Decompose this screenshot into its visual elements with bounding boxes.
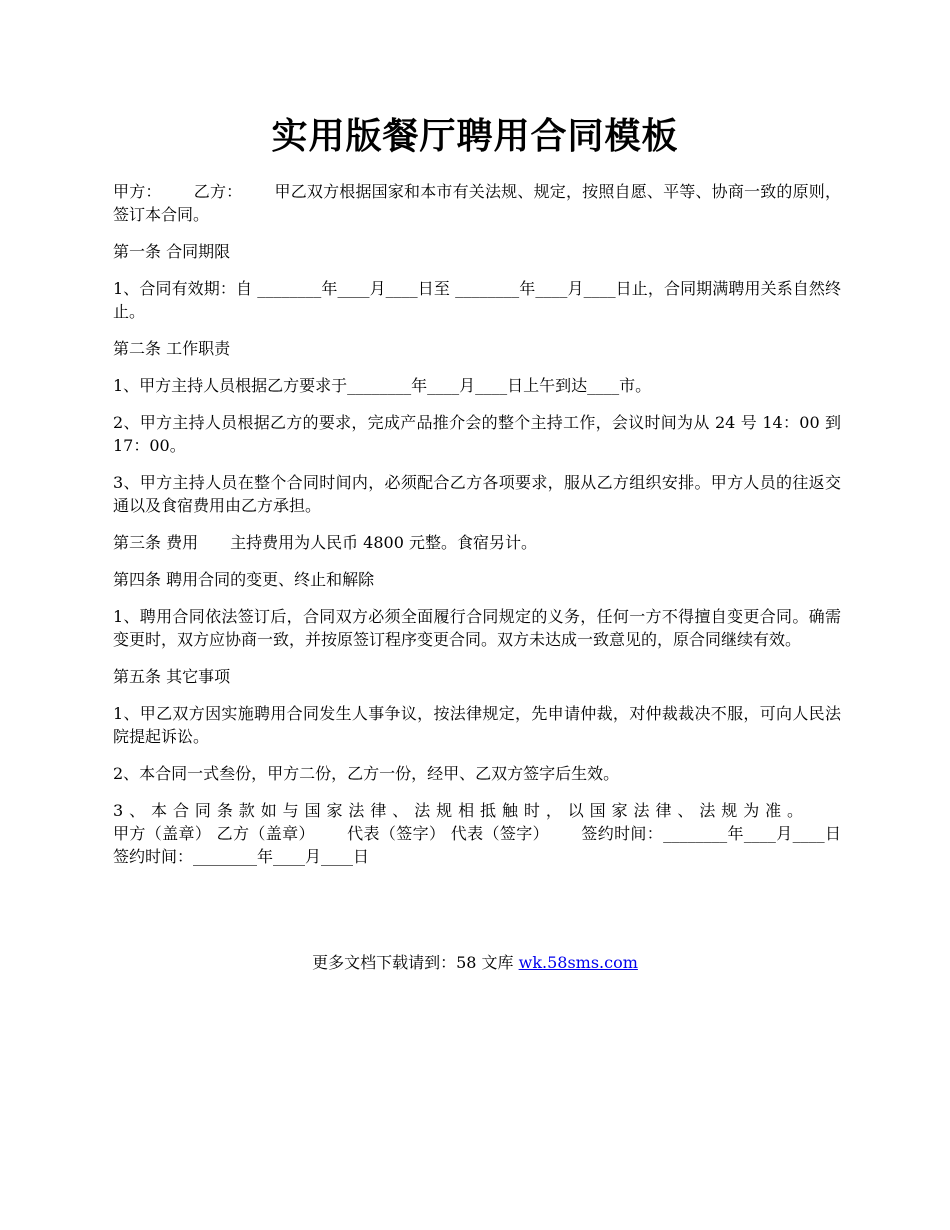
article-2-heading: 第二条 工作职责	[113, 339, 231, 358]
signature-labels: 代表（签字） 代表（签字）	[346, 824, 549, 843]
article-3-paragraph	[113, 531, 841, 554]
article-5-clause-2: 2、本合同一式叁份，甲方二份，乙方一份，经甲、乙双方签字后生效。	[113, 764, 620, 783]
article-4-clause-1: 1、聘用合同依法签订后，合同双方必须全面履行合同规定的义务，任何一方不得擅自变更合同。确需变更时，双方应协商一致，并按原签订程序变更合同。双方未达成一致意见的，原合同继续有效。	[113, 607, 841, 649]
signing-dates: 签约时间：________年____月____日 签约时间：________年____月____日	[113, 824, 841, 866]
footer	[0, 951, 950, 974]
article-2-clause-2: 2、甲方主持人员根据乙方的要求，完成产品推介会的整个主持工作，会议时间为从 24 号 14：00 到 17：00。	[113, 413, 841, 455]
article-5-clause-3-text: 3、本合同条款如与国家法律、法规相抵触时，以国家法律、法规为准。	[113, 801, 809, 820]
seal-labels: 甲方（盖章） 乙方（盖章）	[113, 824, 315, 843]
article-3-heading: 第三条 费用	[113, 533, 199, 552]
article-5-clause-3	[113, 799, 841, 868]
document-title: 实用版餐厅聘用合同模板	[271, 115, 679, 157]
party-a-label: 甲方：	[113, 182, 162, 201]
article-1-heading: 第一条 合同期限	[113, 242, 231, 261]
article-3-text: 主持费用为人民币 4800 元整。食宿另计。	[230, 533, 537, 552]
footer-link[interactable]: wk.58sms.com	[518, 953, 638, 972]
article-2-clause-3: 3、甲方主持人员在整个合同时间内，必须配合乙方各项要求，服从乙方组织安排。甲方人员的往返交通以及食宿费用由乙方承担。	[113, 473, 841, 515]
article-1-clause-1: 1、合同有效期：自 ________年____月____日至 ________年____月____日止，合同期满聘用关系自然终止。	[113, 279, 841, 321]
article-5-heading: 第五条 其它事项	[113, 667, 231, 686]
party-b-label: 乙方：	[193, 182, 243, 201]
footer-text: 更多文档下载请到：58 文库	[312, 953, 519, 972]
article-5-clause-1: 1、甲乙双方因实施聘用合同发生人事争议，按法律规定，先申请仲裁，对仲裁裁决不服，可向人民法院提起诉讼。	[113, 704, 841, 746]
intro-paragraph	[113, 180, 841, 226]
intro-text: 甲乙双方根据国家和本市有关法规、规定，按照自愿、平等、协商一致的原则，签订本合同。	[113, 182, 841, 224]
article-4-heading: 第四条 聘用合同的变更、终止和解除	[113, 570, 375, 589]
article-2-clause-1: 1、甲方主持人员根据乙方要求于________年____月____日上午到达____市。	[113, 376, 652, 395]
document-body	[113, 180, 841, 882]
